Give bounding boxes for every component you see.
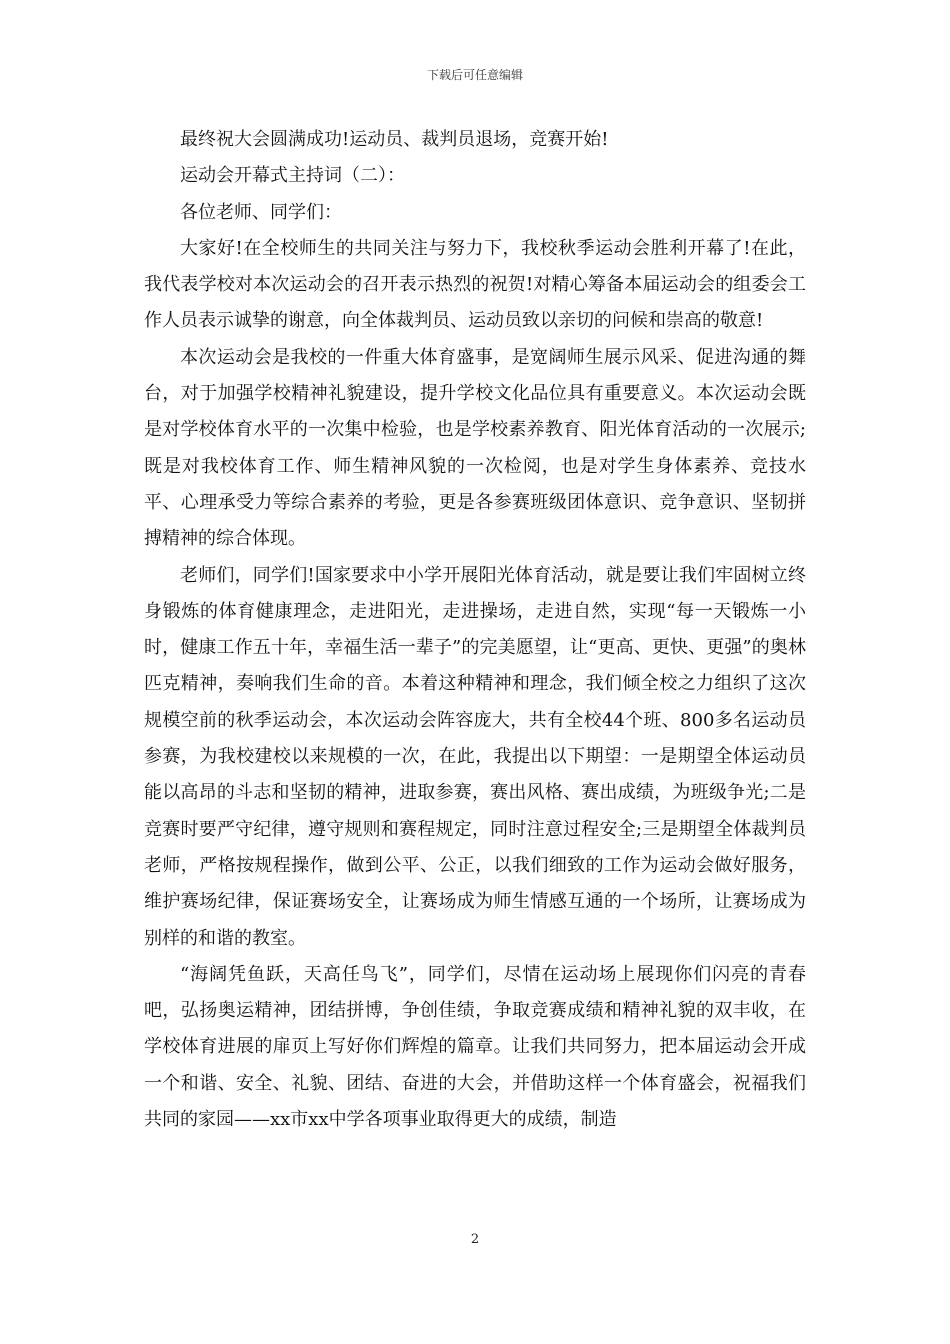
page-header: 下载后可任意编辑 <box>426 68 523 82</box>
paragraph-expectations: 老师们，同学们!国家要求中小学开展阳光体育活动，就是要让我们牢固树立终身锻炼的体育健康理念，走进阳光，走进操场，走进自然，实现“每一天锻炼一小时，健康工作五十年，幸福生活一辈子”的完美愿望，让“更高、更快、更强”的奥林匹克精神，奏响我们生命的音。本着这种精神和理念，我们倾全校之力组织了这次规模空前的秋季运动会，本次运动会阵容庞大，共有全校44个班、800多名运动员参赛，为我校建校以来规模的一次，在此，我提出以下期望：一是期望全体运动员能以高昂的斗志和坚韧的精神，进取参赛，赛出风格、赛出成绩，为班级争光;二是竞赛时要严守纪律，遵守规则和赛程规定，同时注意过程安全;三是期望全体裁判员老师，严格按规程操作，做到公平、公正，以我们细致的工作为运动会做好服务，维护赛场纪律，保证赛场安全，让赛场成为师生情感互通的一个场所，让赛场成为别样的和谐的教室。 <box>144 564 806 949</box>
paragraph-significance: 本次运动会是我校的一件重大体育盛事，是宽阔师生展示风采、促进沟通的舞台，对于加强学校精神礼貌建设，提升学校文化品位具有重要意义。本次运动会既是对学校体育水平的一次集中检验，也是学校素养教育、阳光体育活动的一次展示;既是对我校体育工作、师生精神风貌的一次检阅，也是对学生身体素养、竞技水平、心理承受力等综合素养的考验，更是各参赛班级团体意识、竞争意识、坚韧拼搏精神的综合体现。 <box>144 346 806 550</box>
paragraph-salutation: 各位老师、同学们： <box>180 201 342 223</box>
document-body <box>144 122 806 1138</box>
page-number: 2 <box>470 1232 480 1247</box>
paragraph-greeting: 大家好!在全校师生的共同关注与努力下，我校秋季运动会胜利开幕了!在此，我代表学校对本次运动会的召开表示热烈的祝贺!对精心筹备本届运动会的组委会工作人员表示诚挚的谢意，向全体裁判员、运动员致以亲切的问候和崇高的敬意! <box>144 237 806 332</box>
paragraph-closing-wish: 最终祝大会圆满成功!运动员、裁判员退场，竞赛开始! <box>180 129 609 150</box>
paragraph-section-title: 运动会开幕式主持词（二）： <box>180 165 405 187</box>
paragraph-encouragement: “海阔凭鱼跃，天高任鸟飞”，同学们，尽情在运动场上展现你们闪亮的青春吧，弘扬奥运精神，团结拼博，争创佳绩，争取竞赛成绩和精神礼貌的双丰收，在学校体育进展的扉页上写好你们辉煌的篇章。让我们共同努力，把本届运动会开成一个和谐、安全、礼貌、团结、奋进的大会，并借助这样一个体育盛会，祝福我们共同的家园——xx市xx中学各项事业取得更大的成绩，制造 <box>144 963 806 1131</box>
